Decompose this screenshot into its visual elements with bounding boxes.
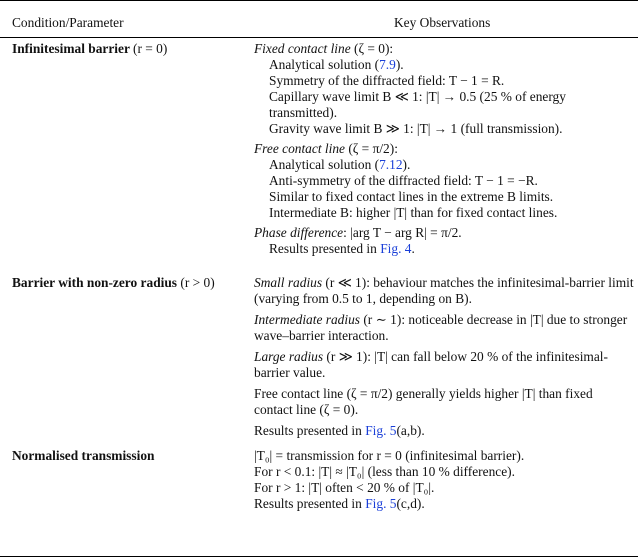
paragraph: Small radius (r ≪ 1): behaviour matches the infinitesimal-barrier limit (varying from 0.5 to 1, depending on B). xyxy=(254,275,634,306)
list-item: Results presented in Fig. 5(c,d). xyxy=(254,496,425,511)
row-observations xyxy=(254,448,634,512)
table-top-rule xyxy=(0,0,638,1)
row-condition xyxy=(12,448,154,464)
list-item: Gravity wave limit B ≫ 1: |T| → 1 (full transmission). xyxy=(269,121,563,136)
list-item: Similar to fixed contact lines in the extreme B limits. xyxy=(269,189,554,204)
table-bottom-rule xyxy=(0,556,638,557)
condition-label: Infinitesimal barrier xyxy=(12,41,130,56)
list-item: For r < 0.1: |T| ≈ |T₀| (less than 10 % difference). xyxy=(254,464,515,479)
list-item: Analytical solution (7.12). xyxy=(269,157,411,172)
observation-group xyxy=(254,141,634,221)
row-observations xyxy=(254,275,634,439)
equation-link[interactable]: 7.9 xyxy=(379,57,396,72)
list-item: |T₀| = transmission for r = 0 (infinitesimal barrier). xyxy=(254,448,525,463)
equation-link[interactable]: 7.12 xyxy=(379,157,403,172)
group-title: Free contact line (ζ = π/2): xyxy=(254,141,398,156)
list-item: For r > 1: |T| often < 20 % of |T₀|. xyxy=(254,480,435,495)
observation-group xyxy=(254,225,634,257)
condition-param: (r = 0) xyxy=(133,41,168,56)
row-condition xyxy=(12,41,167,57)
paragraph: Large radius (r ≫ 1): |T| can fall below 20 % of the infinitesimal-barrier value. xyxy=(254,349,608,380)
header-condition: Condition/Parameter xyxy=(12,15,124,30)
paragraph: Intermediate radius (r ∼ 1): noticeable decrease in |T| due to stronger wave–barrier interaction. xyxy=(254,312,628,343)
list-item: Intermediate B: higher |T| than for fixed contact lines. xyxy=(269,205,558,220)
paragraph: Free contact line (ζ = π/2) generally yields higher |T| than fixed contact line (ζ = 0). xyxy=(254,386,593,417)
group-title: Phase difference: |arg T − arg R| = π/2. xyxy=(254,225,462,240)
group-title: Fixed contact line (ζ = 0): xyxy=(254,41,394,56)
figure-link[interactable]: Fig. 4 xyxy=(380,241,412,256)
list-item: Symmetry of the diffracted field: T − 1 = R. xyxy=(269,73,505,88)
row-observations xyxy=(254,41,634,257)
condition-param: (r > 0) xyxy=(180,275,215,290)
row-condition xyxy=(12,275,215,291)
condition-label: Barrier with non-zero radius xyxy=(12,275,178,290)
figure-link[interactable]: Fig. 5 xyxy=(365,423,397,438)
list-item: Results presented in Fig. 4. xyxy=(269,241,415,256)
condition-label: Normalised transmission xyxy=(12,448,155,463)
paragraph: Results presented in Fig. 5(a,b). xyxy=(254,423,425,438)
list-item: Analytical solution (7.9). xyxy=(269,57,404,72)
list-item: Capillary wave limit B ≪ 1: |T| → 0.5 (25 % of energy transmitted). xyxy=(269,89,566,120)
header-rule xyxy=(0,37,638,38)
figure-link[interactable]: Fig. 5 xyxy=(365,496,397,511)
list-item: Anti-symmetry of the diffracted field: T − 1 = −R. xyxy=(269,173,538,188)
observation-group xyxy=(254,41,634,137)
header-observations: Key Observations xyxy=(394,15,491,30)
